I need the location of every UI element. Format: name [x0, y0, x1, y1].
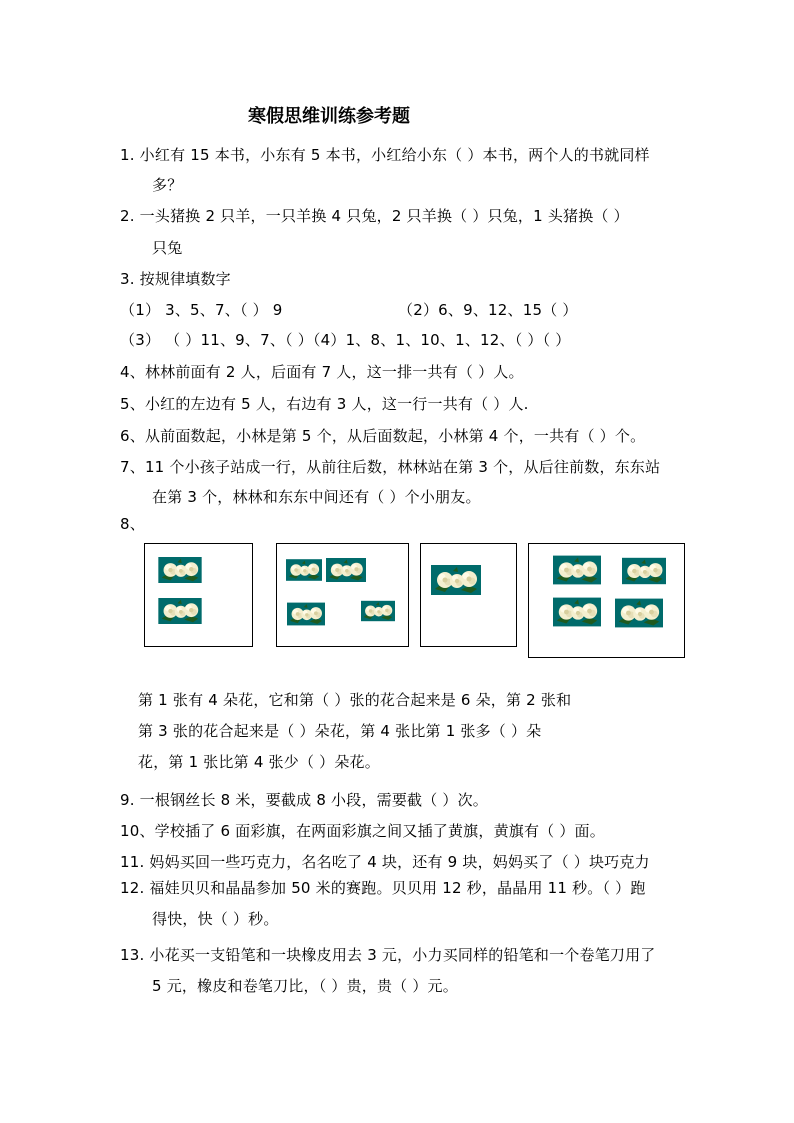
- flower-card-4: [528, 543, 685, 658]
- question-3-part-2: （2）6、9、12、15（ ）: [398, 301, 578, 319]
- flower-icon: [622, 552, 666, 590]
- question-7-line-1: 7、11 个小孩子站成一行，从前往后数，林林站在第 3 个，从后往前数，东东站: [120, 458, 661, 476]
- page-title: 寒假思维训练参考题: [248, 106, 410, 127]
- question-13-line-1: 13. 小花买一支铅笔和一块橡皮用去 3 元，小力买同样的铅笔和一个卷笔刀用了: [120, 946, 656, 964]
- question-2-line-1: 2. 一头猪换 2 只羊，一只羊换 4 只兔，2 只羊换（ ）只兔，1 头猪换（ ）: [120, 207, 629, 225]
- question-1-line-1: 1. 小红有 15 本书，小东有 5 本书，小红给小东（ ）本书，两个人的书就同样: [120, 146, 650, 164]
- question-8-heading: 8、: [120, 515, 145, 533]
- question-9: 9. 一根钢丝长 8 米，要截成 8 小段，需要截（ ）次。: [120, 791, 489, 809]
- flower-icon: [431, 559, 481, 601]
- question-12-line-1: 12. 福娃贝贝和晶晶参加 50 米的赛跑。贝贝用 12 秒，晶晶用 11 秒。（ ）跑: [120, 879, 646, 897]
- question-4: 4、林林前面有 2 人，后面有 7 人，这一排一共有（ ）人。: [120, 363, 524, 381]
- question-3-part-1: （1） 3、5、7、（ ） 9: [120, 301, 283, 319]
- flower-card-1: [144, 543, 253, 647]
- question-8-line-3: 花，第 1 张比第 4 张少（ ）朵花。: [138, 753, 380, 771]
- flower-icon: [553, 592, 601, 632]
- flower-card-2: [276, 543, 409, 647]
- question-5: 5、小红的左边有 5 人，右边有 3 人，这一行一共有（ ）人.: [120, 395, 529, 413]
- question-1-line-2: 多？: [152, 176, 183, 194]
- question-10: 10、学校插了 6 面彩旗，在两面彩旗之间又插了黄旗，黄旗有（ ）面。: [120, 822, 605, 840]
- question-8-line-2: 第 3 张的花合起来是（ ）朵花，第 4 张比第 1 张多（ ）朵: [138, 722, 542, 740]
- question-2-line-2: 只兔: [152, 239, 183, 257]
- question-11: 11. 妈妈买回一些巧克力，名名吃了 4 块，还有 9 块，妈妈买了（ ）块巧克力: [120, 853, 650, 871]
- flower-icon: [326, 556, 366, 584]
- question-12-line-2: 得快，快（ ）秒。: [152, 910, 279, 928]
- flower-icon: [155, 598, 205, 624]
- flower-icon: [361, 594, 395, 628]
- flower-icon: [553, 550, 601, 590]
- flower-icon: [287, 598, 325, 630]
- question-3-parts-3-4: （3） （ ）11、9、7、（ ）（4）1、8、1、10、1、12、（ ）（ ）: [120, 331, 571, 349]
- flower-icon: [155, 557, 205, 583]
- question-13-line-2: 5 元，橡皮和卷笔刀比，（ ）贵，贵（ ）元。: [152, 977, 458, 995]
- question-8-line-1: 第 1 张有 4 朵花，它和第（ ）张的花合起来是 6 朵，第 2 张和: [138, 691, 572, 709]
- question-6: 6、从前面数起，小林是第 5 个，从后面数起，小林第 4 个，一共有（ ）个。: [120, 427, 646, 445]
- question-7-line-2: 在第 3 个，林林和东东中间还有（ ）个小朋友。: [152, 488, 481, 506]
- question-3-heading: 3. 按规律填数字: [120, 270, 231, 288]
- flower-icon: [286, 553, 322, 587]
- flower-icon: [615, 594, 663, 632]
- flower-card-3: [420, 543, 517, 647]
